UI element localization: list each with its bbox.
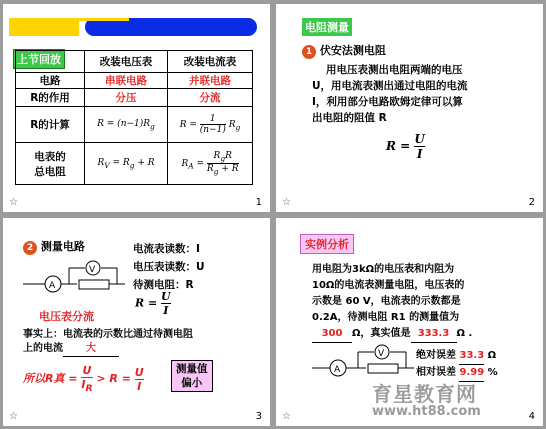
highlight-text: 电压表分流 (39, 310, 94, 323)
number-badge-icon: 1 (302, 45, 316, 59)
subheading (23, 238, 85, 255)
formula-cell: R = $\frac{1}{(n-1)}$ $R_g$ (168, 107, 253, 143)
answer-true: 333.3 (411, 326, 457, 343)
relative-error-value: 9.99 (459, 365, 484, 382)
slide-title: 电阻测量 (302, 18, 352, 36)
table-cell: 分压 (85, 89, 168, 107)
comparison-table (15, 50, 253, 185)
slide-number: 1 (255, 197, 262, 208)
problem-line: 示数是 60 V，电流表的示数都是 (312, 296, 461, 307)
slide-2[interactable] (276, 4, 543, 212)
col-header: 改装电压表 (85, 51, 168, 73)
table-cell: 分流 (168, 89, 253, 107)
svg-text:A: A (334, 365, 341, 375)
explanation-line: 上的电流 (23, 343, 63, 354)
reading-line: 待测电阻：R (133, 279, 194, 291)
watermark: 育星教育网 (372, 382, 477, 406)
number-badge-icon: 2 (23, 241, 37, 255)
nav-icon[interactable]: ☆ (9, 411, 18, 422)
error-values (416, 348, 498, 382)
problem-line: Ω，真实值是 (352, 328, 411, 339)
slide-4[interactable] (276, 218, 543, 426)
reading-line: 电压表读数：U (133, 261, 205, 273)
table-cell: 串联电路 (85, 73, 168, 89)
body-text (312, 62, 468, 126)
section-tag: 上节回放 (13, 49, 65, 69)
formula-cell: $R = (n-1)R_g$ (85, 107, 168, 143)
error-unit: % (487, 367, 498, 378)
explanation-line: 事实上：电流表的示数比通过待测电阻 (23, 329, 193, 340)
error-label: 绝对误差 (416, 350, 456, 361)
explanation-text (23, 328, 193, 357)
result-line: 偏小 (181, 377, 203, 389)
result-line: 测量值 (176, 363, 208, 375)
error-label: 相对误差 (416, 367, 456, 378)
subheading-text: 测量电路 (40, 240, 85, 253)
slide-1[interactable] (3, 4, 270, 212)
circuit-diagram (21, 260, 131, 308)
conclusion-text: 所以R真 = (23, 372, 82, 386)
table-cell: 并联电路 (168, 73, 253, 89)
error-unit: Ω (487, 350, 497, 361)
problem-text (312, 262, 472, 343)
body-line: I，利用部分电路欧姆定律可以算 (312, 96, 463, 108)
conclusion-formula: 所以R真 = $\frac{U}{I_R}$ > R = $\frac{U}{I}$ (23, 364, 144, 395)
formula-left: R = (386, 139, 411, 153)
body-line: 出电阻的阻值 R (312, 112, 387, 124)
problem-line: Ω . (456, 328, 473, 339)
problem-line: 0.2A，待测电阻 R1 的测量值为 (312, 312, 460, 323)
svg-text:A: A (49, 281, 56, 291)
nav-icon[interactable]: ☆ (282, 411, 291, 422)
nav-icon[interactable]: ☆ (282, 197, 291, 208)
row-header: 电路 (16, 73, 85, 89)
row-header: 电表的 (34, 150, 66, 163)
problem-line: 用电阻为3kΩ的电压表和内阻为 (312, 264, 455, 275)
slide-number: 3 (255, 411, 262, 422)
ohm-formula: R = $\frac{U}{I}$ (386, 132, 425, 161)
col-header: 改装电流表 (168, 51, 253, 73)
answer-measured: 300 (312, 326, 352, 343)
section-tag: 实例分析 (300, 234, 354, 254)
result-box (171, 360, 213, 392)
problem-line: 10Ω的电流表测量电阻，电压表的 (312, 280, 465, 291)
subheading (302, 42, 386, 59)
row-header: 总电阻 (34, 165, 66, 178)
formula-cell: $R_A$ = $R_gR$ $R_g + R$ (168, 143, 253, 185)
ohm-formula: R = $\frac{U}{I}$ (135, 290, 171, 317)
slide-number: 2 (528, 197, 535, 208)
slide-number: 4 (528, 411, 535, 422)
body-line: 用电压表测出电阻两端的电压 (326, 64, 463, 76)
row-header: R的计算 (16, 107, 85, 143)
fill-blank: 大 (63, 342, 119, 357)
slide-header-bar (3, 4, 270, 40)
slide-3[interactable] (3, 218, 270, 426)
nav-icon[interactable]: ☆ (9, 197, 18, 208)
svg-text:V: V (378, 349, 385, 359)
svg-text:V: V (89, 265, 96, 275)
subheading-text: 伏安法测电阻 (319, 44, 386, 57)
absolute-error-value: 33.3 (459, 348, 484, 365)
watermark-url: www.ht88.com (372, 404, 481, 419)
formula-cell: $R_V = R_g + R$ (85, 143, 168, 185)
row-header: R的作用 (16, 89, 85, 107)
reading-line: 电流表读数：I (133, 243, 200, 255)
body-line: U，用电流表测出通过电阻的电流 (312, 80, 468, 92)
reading-list (133, 240, 205, 294)
